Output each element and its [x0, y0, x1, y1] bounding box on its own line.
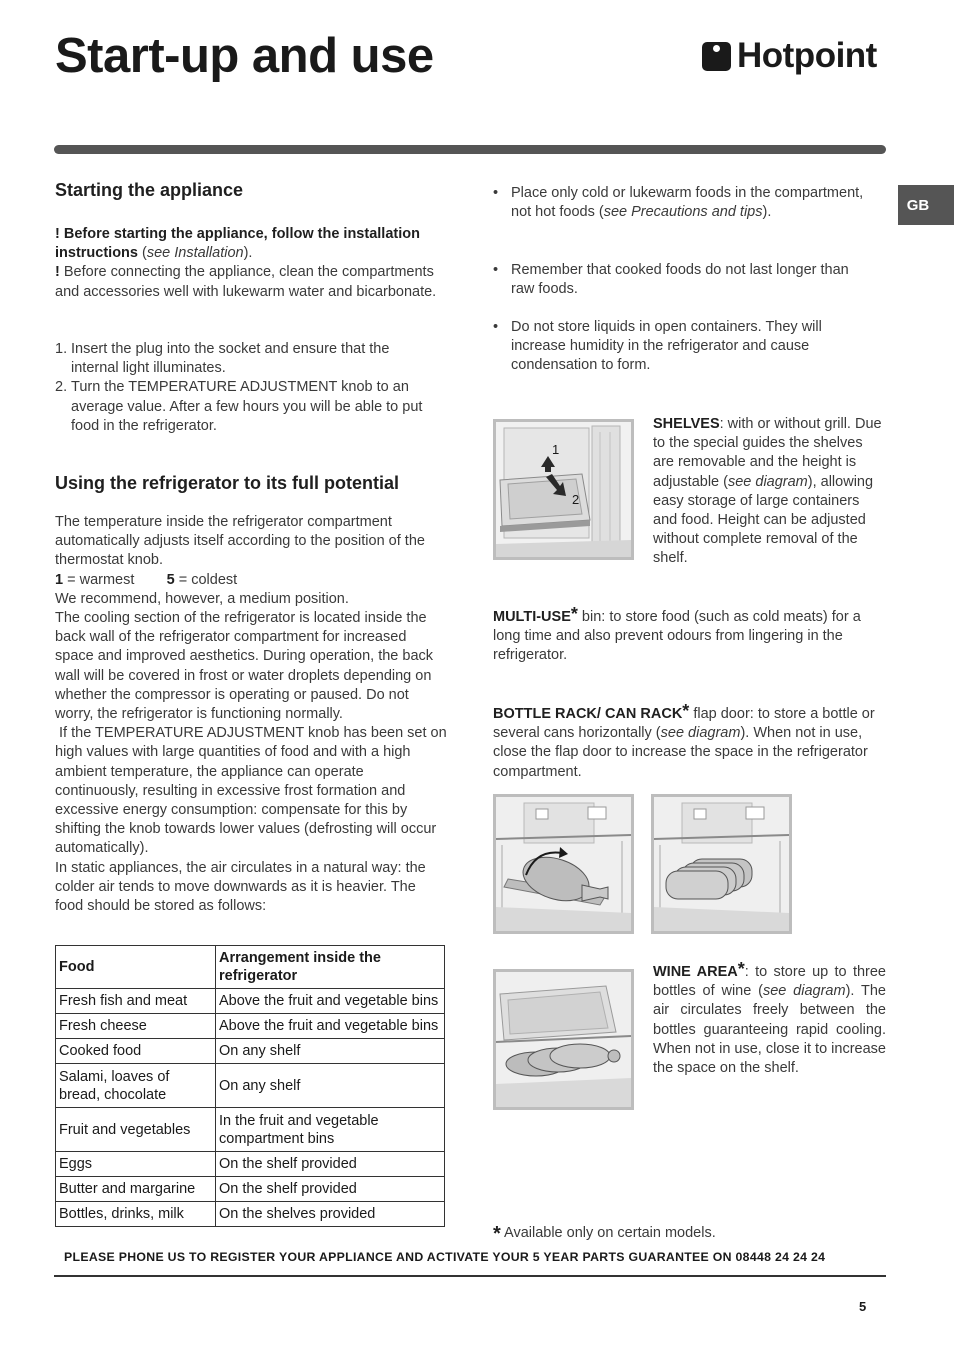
table-cell: Salami, loaves of bread, chocolate [56, 1064, 216, 1108]
table-cell: On the shelves provided [216, 1202, 445, 1227]
shelves-desc [653, 415, 885, 569]
step-text: Insert the plug into the socket and ensure that the internal light illuminates. [71, 341, 390, 377]
table-row [56, 1177, 445, 1202]
table-cell: In the fruit and vegetable compartment bins [216, 1108, 445, 1152]
scale-coldest-num: 5 [166, 571, 175, 588]
table-cell: Fresh fish and meat [56, 989, 216, 1014]
shelves-diagram [493, 419, 634, 560]
shelf-arrow-1-label: 1 [552, 442, 560, 457]
asterisk: * [570, 604, 578, 624]
table-cell: Eggs [56, 1152, 216, 1177]
using-cooling: The cooling section of the refrigerator is located inside the back wall of the refrigerator compartment for increased space and improved aesthetics. During operation, the back wall will be covered in frost or water droplets depending on whether the compressor is operating or paused. Do not worry, the refrigerator is functioning normally. [55, 610, 434, 723]
table-cell: Butter and margarine [56, 1177, 216, 1202]
using-body [55, 513, 447, 916]
bullet-ref: see Precautions and tips [603, 204, 763, 221]
brand-logo [702, 36, 877, 76]
cans-illustration-icon [654, 797, 789, 931]
footer-rule [54, 1275, 886, 1277]
table-row [56, 1108, 445, 1152]
list-item: • Remember that cooked foods do not last longer than raw foods. [493, 261, 873, 299]
table-row [56, 1152, 445, 1177]
table-cell: Above the fruit and vegetable bins [216, 1014, 445, 1039]
scale-warmest-num: 1 [55, 571, 64, 588]
using-recommend: We recommend, however, a medium position. [55, 590, 349, 607]
shelves-text-2: ), allowing easy storage of large containers and food. Height can be adjusted without complete removal of the shelf. [653, 473, 874, 567]
table-cell: Cooked food [56, 1039, 216, 1064]
table-row [56, 1202, 445, 1227]
registration-notice: PLEASE PHONE US TO REGISTER YOUR APPLIANCE AND ACTIVATE YOUR 5 YEAR PARTS GUARANTEE ON 08448 24 24 24 [64, 1250, 826, 1264]
starting-steps [55, 340, 435, 436]
multi-use-label: MULTI-USE [493, 609, 571, 625]
table-cell: Fresh cheese [56, 1014, 216, 1039]
wine-area-desc [653, 961, 886, 1078]
table-row [56, 989, 445, 1014]
list-item: • Place only cold or lukewarm foods in the compartment, not hot foods (see Precautions and tips). [493, 184, 873, 222]
page-number: 5 [859, 1299, 867, 1314]
table-cell: On any shelf [216, 1039, 445, 1064]
footnote-star: * [493, 1223, 501, 1245]
scale-warmest-label: = warmest [67, 571, 135, 588]
shelves-label: SHELVES [653, 416, 720, 432]
using-static: In static appliances, the air circulates in a natural way: the colder air tends to move downwards as it is heavier. The food should be stored as follows: [55, 859, 426, 915]
wine-illustration-icon [496, 972, 631, 1107]
step-text: Turn the TEMPERATURE ADJUSTMENT knob to an average value. After a few hours you will be able to put food in the refrigerator. [71, 379, 423, 434]
list-item: • Do not store liquids in open containers. They will increase humidity in the refrigerator and cause condensation to form. [493, 318, 873, 376]
table-cell: On any shelf [216, 1064, 445, 1108]
shelf-arrow-2-label: 2 [572, 492, 580, 507]
shelf-illustration-icon [496, 422, 631, 557]
table-cell: Fruit and vegetables [56, 1108, 216, 1152]
table-row [56, 1014, 445, 1039]
scale-coldest-label: = coldest [178, 571, 238, 588]
bottle-rack-label: BOTTLE RACK/ CAN RACK [493, 706, 683, 722]
asterisk: * [682, 701, 690, 721]
list-item: 1. Insert the plug into the socket and ensure that the internal light illuminates. [55, 340, 435, 378]
bottle-rack-ref: see diagram [660, 725, 741, 742]
list-item: 2. Turn the TEMPERATURE ADJUSTMENT knob to an average value. After a few hours you will be able to put food in the refrigerator. [55, 378, 435, 436]
table-cell: Bottles, drinks, milk [56, 1202, 216, 1227]
hotpoint-logo-icon [702, 42, 731, 71]
warning-install-ref: see Installation [146, 245, 244, 262]
food-storage-table [55, 945, 445, 1227]
brand-name: Hotpoint [737, 36, 877, 75]
shelves-ref: see diagram [727, 473, 808, 490]
table-cell: On the shelf provided [216, 1152, 445, 1177]
bullet-text: Place only cold or lukewarm foods in the compartment, not hot foods ( [511, 185, 864, 221]
wine-area-diagram [493, 969, 634, 1110]
table-cell: On the shelf provided [216, 1177, 445, 1202]
header-rule [54, 145, 886, 154]
bottle-rack-desc [493, 703, 883, 782]
wine-area-label: WINE AREA [653, 964, 738, 980]
footnote [493, 1223, 716, 1246]
bullet-liquids: Do not store liquids in open containers. They will increase humidity in the refrigerator and cause condensation to form. [511, 319, 822, 374]
table-header: Food [56, 946, 216, 989]
starting-warnings: ! Before starting the appliance, follow the installation instructions (see Installation). ! Before connecting the appliance, clean the compartments and accessories well with lukewarm water and bicarbonate. [55, 226, 437, 300]
table-header: Arrangement inside the refrigerator [216, 946, 445, 989]
wine-area-text-2: ). The air circulates freely between the bottles guaranteeing rapid cooling. When not in use, close it to increase the space on the shelf. [653, 983, 886, 1077]
table-header-row [56, 946, 445, 989]
multi-use-desc [493, 606, 883, 666]
bullet-hot-food: Place only cold or lukewarm foods in the compartment, not hot foods (see Precautions and tips). [511, 185, 864, 221]
wine-area-text: : to store up to three bottles of wine ( [653, 964, 886, 1000]
using-intro: The temperature inside the refrigerator compartment automatically adjusts itself according to the position of the thermostat knob. [55, 514, 425, 569]
warning-clean: Before connecting the appliance, clean the compartments and accessories well with lukewarm water and bicarbonate. [55, 264, 437, 300]
asterisk: * [737, 959, 745, 979]
bottle-rack-text-2: ). When not in use, close the flap door to increase the space in the refrigerator compartment. [493, 725, 868, 780]
section-heading-starting: Starting the appliance [55, 180, 244, 200]
using-high-values: If the TEMPERATURE ADJUSTMENT knob has been set on high values with large quantities of food and with a high ambient temperature, the appliance can operate continuously, resulting in excessive frost formation and excessive energy consumption: compensate for this by shifting the knob towards lower values (defrosting will occur automatically). [55, 725, 447, 857]
page-title: Start-up and use [55, 29, 434, 83]
warning-install-bold: Before starting the appliance, follow the installation instructions [55, 226, 420, 262]
section-heading-using: Using the refrigerator to its full potential [55, 473, 400, 493]
multi-use-text: bin: to store food (such as cold meats) for a long time and also prevent odours from lingering in the refrigerator. [493, 609, 861, 664]
bottle-rack-text: flap door: to store a bottle or several cans horizontally ( [493, 706, 875, 742]
bottle-illustration-icon [496, 797, 631, 931]
table-row [56, 1064, 445, 1108]
table-cell: Above the fruit and vegetable bins [216, 989, 445, 1014]
can-rack-diagram [651, 794, 792, 934]
wine-area-ref: see diagram [762, 983, 846, 1000]
language-tab: GB [898, 185, 954, 225]
table-row [56, 1039, 445, 1064]
footnote-text: Available only on certain models. [504, 1225, 716, 1241]
bullet-cooked-food: Remember that cooked foods do not last longer than raw foods. [511, 262, 849, 298]
bottle-rack-diagram [493, 794, 634, 934]
shelves-text: : with or without grill. Due to the special guides the shelves are removable and the height is adjustable ( [653, 416, 882, 490]
